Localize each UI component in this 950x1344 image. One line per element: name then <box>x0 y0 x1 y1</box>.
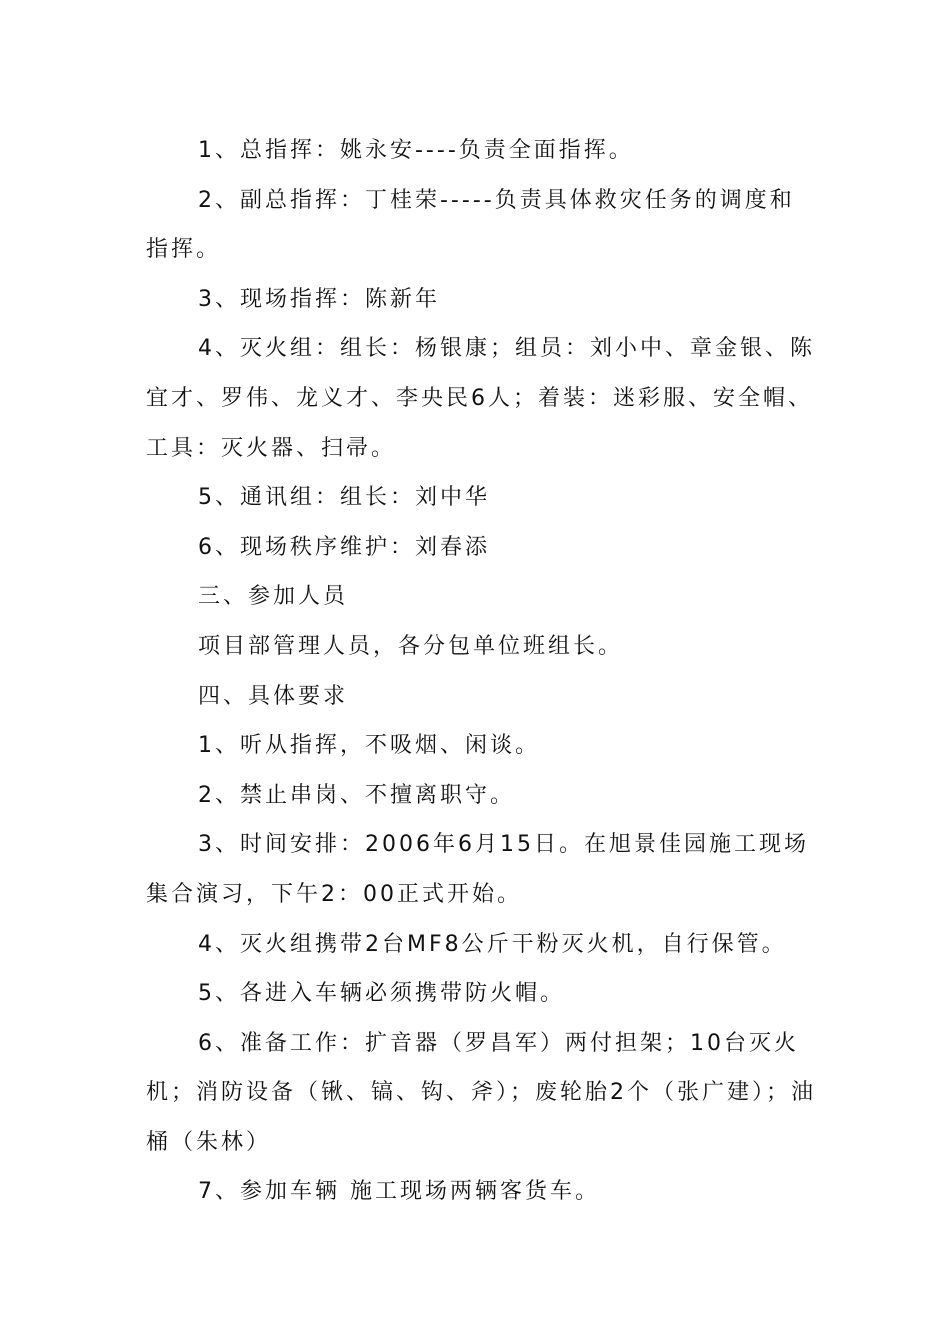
paragraph: 4、灭火组携带2台MF8公斤干粉灭火机，自行保管。 <box>198 931 787 957</box>
paragraph: 6、准备工作：扩音器（罗昌军）两付担架；10台灭火机；消防设备（锹、镐、钩、斧）；废轮胎2个（张广建）；油桶（朱林） <box>146 1030 816 1155</box>
paragraph: 2、禁止串岗、不擅离职守。 <box>198 782 515 808</box>
paragraph: 1、听从指挥，不吸烟、闲谈。 <box>198 733 540 759</box>
paragraph: 项目部管理人员，各分包单位班组长。 <box>198 633 624 659</box>
paragraph: 5、通讯组：组长：刘中华 <box>198 485 490 511</box>
paragraph: 2、副总指挥：丁桂荣-----负责具体救灾任务的调度和指挥。 <box>146 187 795 263</box>
paragraph: 4、灭火组：组长：杨银康；组员：刘小中、章金银、陈宜才、罗伟、龙义才、李央民6人；着装：迷彩服、安全帽、工具：灭火器、扫帚。 <box>146 336 815 461</box>
paragraph: 6、现场秩序维护：刘春添 <box>198 534 490 560</box>
section-heading: 三、参加人员 <box>198 584 349 610</box>
paragraph: 3、现场指挥：陈新年 <box>198 286 440 312</box>
paragraph: 1、总指挥：姚永安----负责全面指挥。 <box>198 138 634 163</box>
paragraph: 7、参加车辆 施工现场两辆客货车。 <box>198 1179 600 1205</box>
paragraph: 5、各进入车辆必须携带防火帽。 <box>198 981 565 1007</box>
document-body <box>146 126 816 1217</box>
section-heading: 四、具体要求 <box>198 683 349 709</box>
paragraph: 3、时间安排：2006年6月15日。在旭景佳园施工现场集合演习，下午2：00正式开始。 <box>146 832 809 907</box>
